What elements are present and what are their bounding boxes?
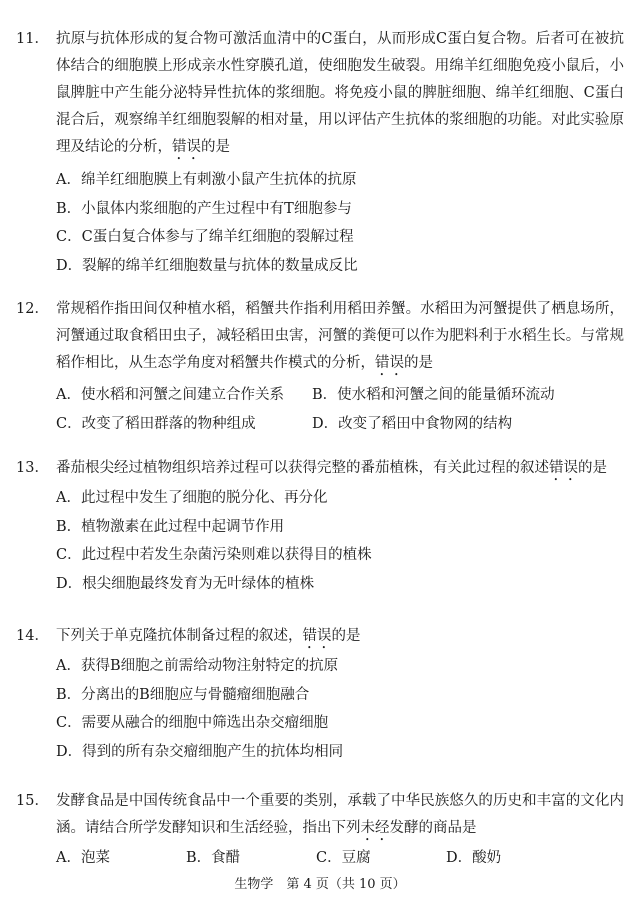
question-15 bbox=[16, 788, 624, 873]
option-d: D．改变了稻田中食物网的结构 bbox=[312, 415, 513, 432]
option-d: D．得到的所有杂交瘤细胞产生的抗体均相同 bbox=[56, 743, 344, 760]
option-d: D．酸奶 bbox=[446, 850, 502, 866]
stem-end: 的是 bbox=[201, 139, 230, 155]
option-a: A．绵羊红细胞膜上有刺激小鼠产生抗体的抗原 bbox=[56, 172, 357, 188]
question-number: 15． bbox=[16, 793, 49, 809]
question-13 bbox=[16, 455, 624, 598]
option-c: C．改变了稻田群落的物种组成 bbox=[56, 415, 256, 432]
emphasis-text: 错误 bbox=[172, 139, 201, 155]
stem-end: 的是 bbox=[404, 355, 433, 371]
options-list bbox=[56, 166, 624, 280]
emphasis-text: 错误 bbox=[302, 628, 332, 644]
option-c: C．C蛋白复合体参与了绵羊红细胞的裂解过程 bbox=[56, 229, 354, 245]
stem-end: 发酵的商品是 bbox=[389, 820, 477, 836]
question-stem bbox=[16, 455, 624, 484]
question-11 bbox=[16, 26, 624, 280]
option-a: A．使水稻和河蟹之间建立合作关系 bbox=[56, 387, 284, 403]
emphasis-text: 未经 bbox=[360, 820, 390, 836]
stem-text: 下列关于单克隆抗体制备过程的叙述， bbox=[56, 628, 303, 644]
stem-text: 发酵食品是中国传统食品中一个重要的类别，承载了中华民族悠久的历史和丰富的文化内涵。请结合所学发酵知识和生活经验，指出下列 bbox=[56, 793, 624, 836]
option-b: B．小鼠体内浆细胞的产生过程中有T细胞参与 bbox=[56, 200, 352, 217]
option-b: B．分离出的B细胞应与骨髓瘤细胞融合 bbox=[56, 686, 310, 703]
option-c: C．此过程中若发生杂菌污染则难以获得目的植株 bbox=[56, 547, 372, 563]
question-12 bbox=[16, 296, 624, 438]
question-stem bbox=[16, 26, 624, 163]
emphasis-text: 错误 bbox=[549, 460, 578, 476]
option-a: A．获得B细胞之前需给动物注射特定的抗原 bbox=[56, 658, 339, 674]
question-stem bbox=[16, 788, 624, 844]
page-footer: 生物学 第 4 页（共 10 页） bbox=[234, 877, 406, 892]
option-b: B．食醋 bbox=[186, 850, 241, 866]
options-list bbox=[56, 381, 624, 438]
stem-text: 常规稻作指田间仅种植水稻，稻蟹共作指利用稻田养蟹。水稻田为河蟹提供了栖息场所，河蟹通过取食稻田虫子，减轻稻田虫害，河蟹的粪便可以作为肥料利于水稻生长。与常规稻作相比，从生态学角度对稻蟹共作模式的分析， bbox=[56, 301, 624, 371]
emphasis-text: 错误 bbox=[375, 355, 404, 371]
question-number: 11． bbox=[16, 31, 49, 47]
question-14 bbox=[16, 623, 624, 766]
question-stem bbox=[16, 623, 624, 652]
question-number: 13． bbox=[16, 460, 49, 476]
option-c: C．需要从融合的细胞中筛选出杂交瘤细胞 bbox=[56, 715, 329, 731]
options-list bbox=[56, 844, 624, 873]
option-a: A．泡菜 bbox=[56, 850, 110, 866]
options-list bbox=[56, 484, 624, 598]
question-number: 14． bbox=[16, 628, 49, 644]
question-stem bbox=[16, 296, 624, 379]
option-c: C．豆腐 bbox=[316, 850, 371, 866]
question-number: 12． bbox=[16, 301, 49, 317]
options-list bbox=[56, 652, 624, 766]
option-b: B．植物激素在此过程中起调节作用 bbox=[56, 518, 285, 535]
stem-text: 番茄根尖经过植物组织培养过程可以获得完整的番茄植株，有关此过程的叙述 bbox=[56, 460, 549, 476]
stem-end: 的是 bbox=[331, 628, 361, 644]
stem-end: 的是 bbox=[578, 460, 607, 476]
option-a: A．此过程中发生了细胞的脱分化、再分化 bbox=[56, 490, 328, 506]
option-b: B．使水稻和河蟹之间的能量循环流动 bbox=[312, 387, 555, 403]
stem-text: 抗原与抗体形成的复合物可激活血清中的C蛋白，从而形成C蛋白复合物。后者可在被抗体结合的细胞膜上形成亲水性穿膜孔道，使细胞发生破裂。用绵羊红细胞免疫小鼠后，小鼠脾脏中产生能分泌特异性抗体的浆细胞。将免疫小鼠的脾脏细胞、绵羊红细胞、C蛋白混合后，观察绵羊红细胞裂解的相对量，用以评估产生抗体的浆细胞的功能。对此实验原理及结论的分析， bbox=[56, 31, 624, 155]
option-d: D．裂解的绵羊红细胞数量与抗体的数量成反比 bbox=[56, 257, 358, 274]
option-d: D．根尖细胞最终发育为无叶绿体的植株 bbox=[56, 575, 315, 592]
